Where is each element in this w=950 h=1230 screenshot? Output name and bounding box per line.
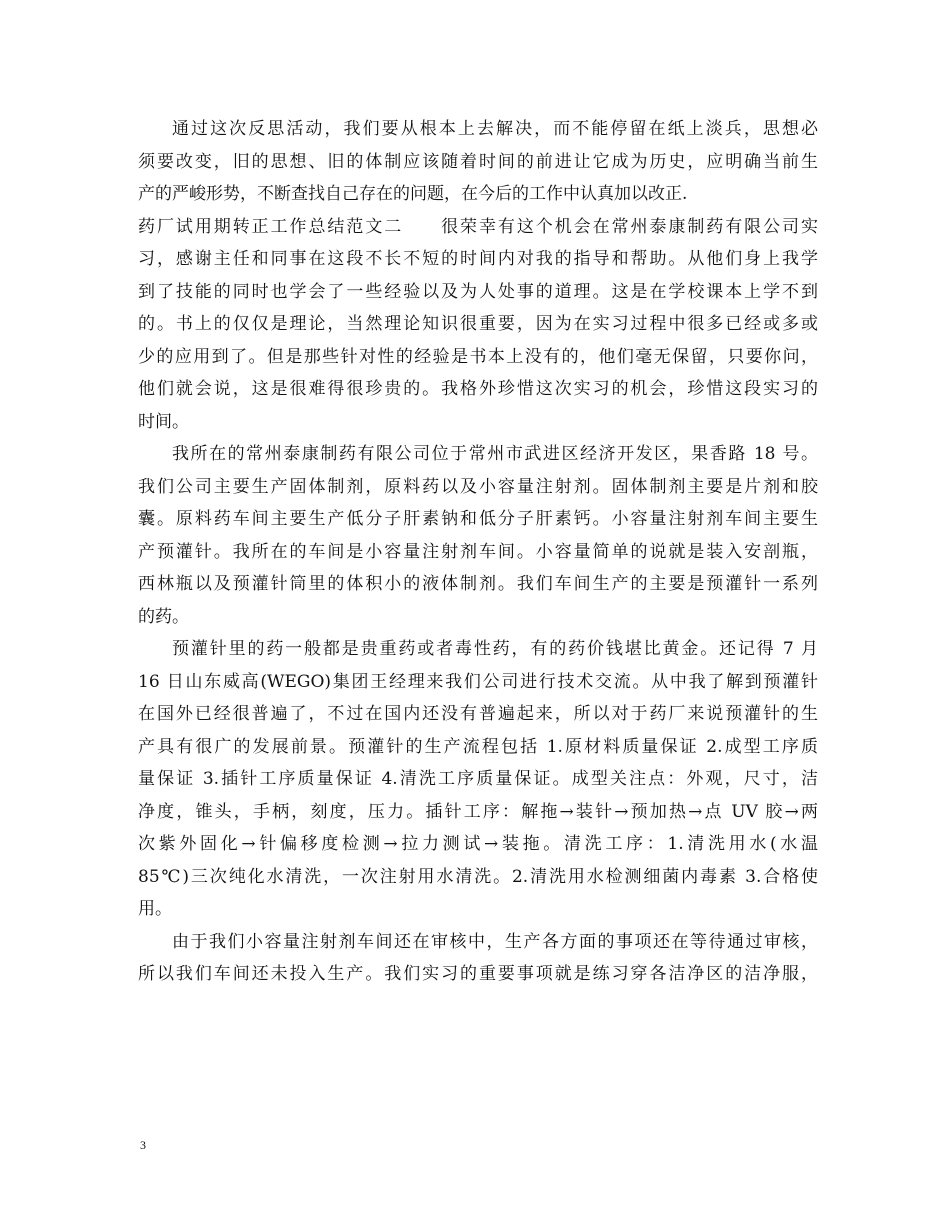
text-line: 产的严峻形势，不断查找自己存在的问题，在今后的工作中认真加以改正. xyxy=(138,184,688,204)
text-line: 次紫外固化→针偏移度检测→拉力测试→装拖。清洗工序：1.清洗用水(水温 xyxy=(138,834,818,854)
text-line: 用。 xyxy=(138,899,172,919)
text-line: 少的应用到了。但是那些针对性的经验是书本上没有的，他们毫无保留，只要你问， xyxy=(138,346,818,367)
text-line: 16 日山东威高(WEGO)集团王经理来我们公司进行技术交流。从中我了解到预灌针 xyxy=(138,671,818,692)
text-line: 西林瓶以及预灌针筒里的体积小的液体制剂。我们车间生产的主要是预灌针一系列 xyxy=(138,574,818,594)
text-line: 到了技能的同时也学会了一些经验以及为人处事的道理。这是在学校课本上学不到 xyxy=(138,281,818,302)
text-line: 通过这次反思活动，我们要从根本上去解决，而不能停留在纸上淡兵，思想必 xyxy=(172,119,818,139)
section-heading-line: 药厂试用期转正工作总结范文二 很荣幸有这个机会在常州泰康制药有限公司实 xyxy=(138,216,818,237)
text-line: 习，感谢主任和同事在这段不长不短的时间内对我的指导和帮助。从他们身上我学 xyxy=(138,249,818,269)
text-line: 产预灌针。我所在的车间是小容量注射剂车间。小容量简单的说就是装入安剖瓶， xyxy=(138,541,818,562)
text-line: 我们公司主要生产固体制剂，原料药以及小容量注射剂。固体制剂主要是片剂和胶 xyxy=(138,476,818,497)
text-line: 由于我们小容量注射剂车间还在审核中，生产各方面的事项还在等待通过审核， xyxy=(172,931,818,952)
text-line: 所以我们车间还未投入生产。我们实习的重要事项就是练习穿各洁净区的洁净服， xyxy=(138,964,818,984)
text-line: 预灌针里的药一般都是贵重药或者毒性药，有的药价钱堪比黄金。还记得 7 月 xyxy=(172,639,818,659)
page-number: 3 xyxy=(140,1138,146,1152)
text-line: 时间。 xyxy=(138,411,189,432)
text-line: 净度，锥头，手柄，刻度，压力。插针工序：解拖→装针→预加热→点 UV 胶→两 xyxy=(138,801,818,822)
text-line: 产具有很广的发展前景。预灌针的生产流程包括 1.原材料质量保证 2.成型工序质 xyxy=(138,736,818,757)
text-line: 85℃)三次纯化水清洗，一次注射用水清洗。2.清洗用水检测细菌内毒素 3.合格使 xyxy=(138,866,818,887)
text-line: 量保证 3.插针工序质量保证 4.清洗工序质量保证。成型关注点：外观，尺寸，洁 xyxy=(138,769,818,789)
text-line: 在国外已经很普遍了，不过在国内还没有普遍起来，所以对于药厂来说预灌针的生 xyxy=(138,704,818,724)
text-line: 的药。 xyxy=(138,606,189,627)
text-line: 他们就会说，这是很难得很珍贵的。我格外珍惜这次实习的机会，珍惜这段实习的 xyxy=(138,379,818,399)
document-body xyxy=(138,113,818,991)
text-line: 我所在的常州泰康制药有限公司位于常州市武进区经济开发区，果香路 18 号。 xyxy=(172,444,818,464)
text-line: 的。书上的仅仅是理论，当然理论知识很重要，因为在实习过程中很多已经或多或 xyxy=(138,314,818,334)
text-line: 须要改变，旧的思想、旧的体制应该随着时间的前进让它成为历史，应明确当前生 xyxy=(138,151,818,172)
text-line: 囊。原料药车间主要生产低分子肝素钠和低分子肝素钙。小容量注射剂车间主要生 xyxy=(138,509,818,529)
